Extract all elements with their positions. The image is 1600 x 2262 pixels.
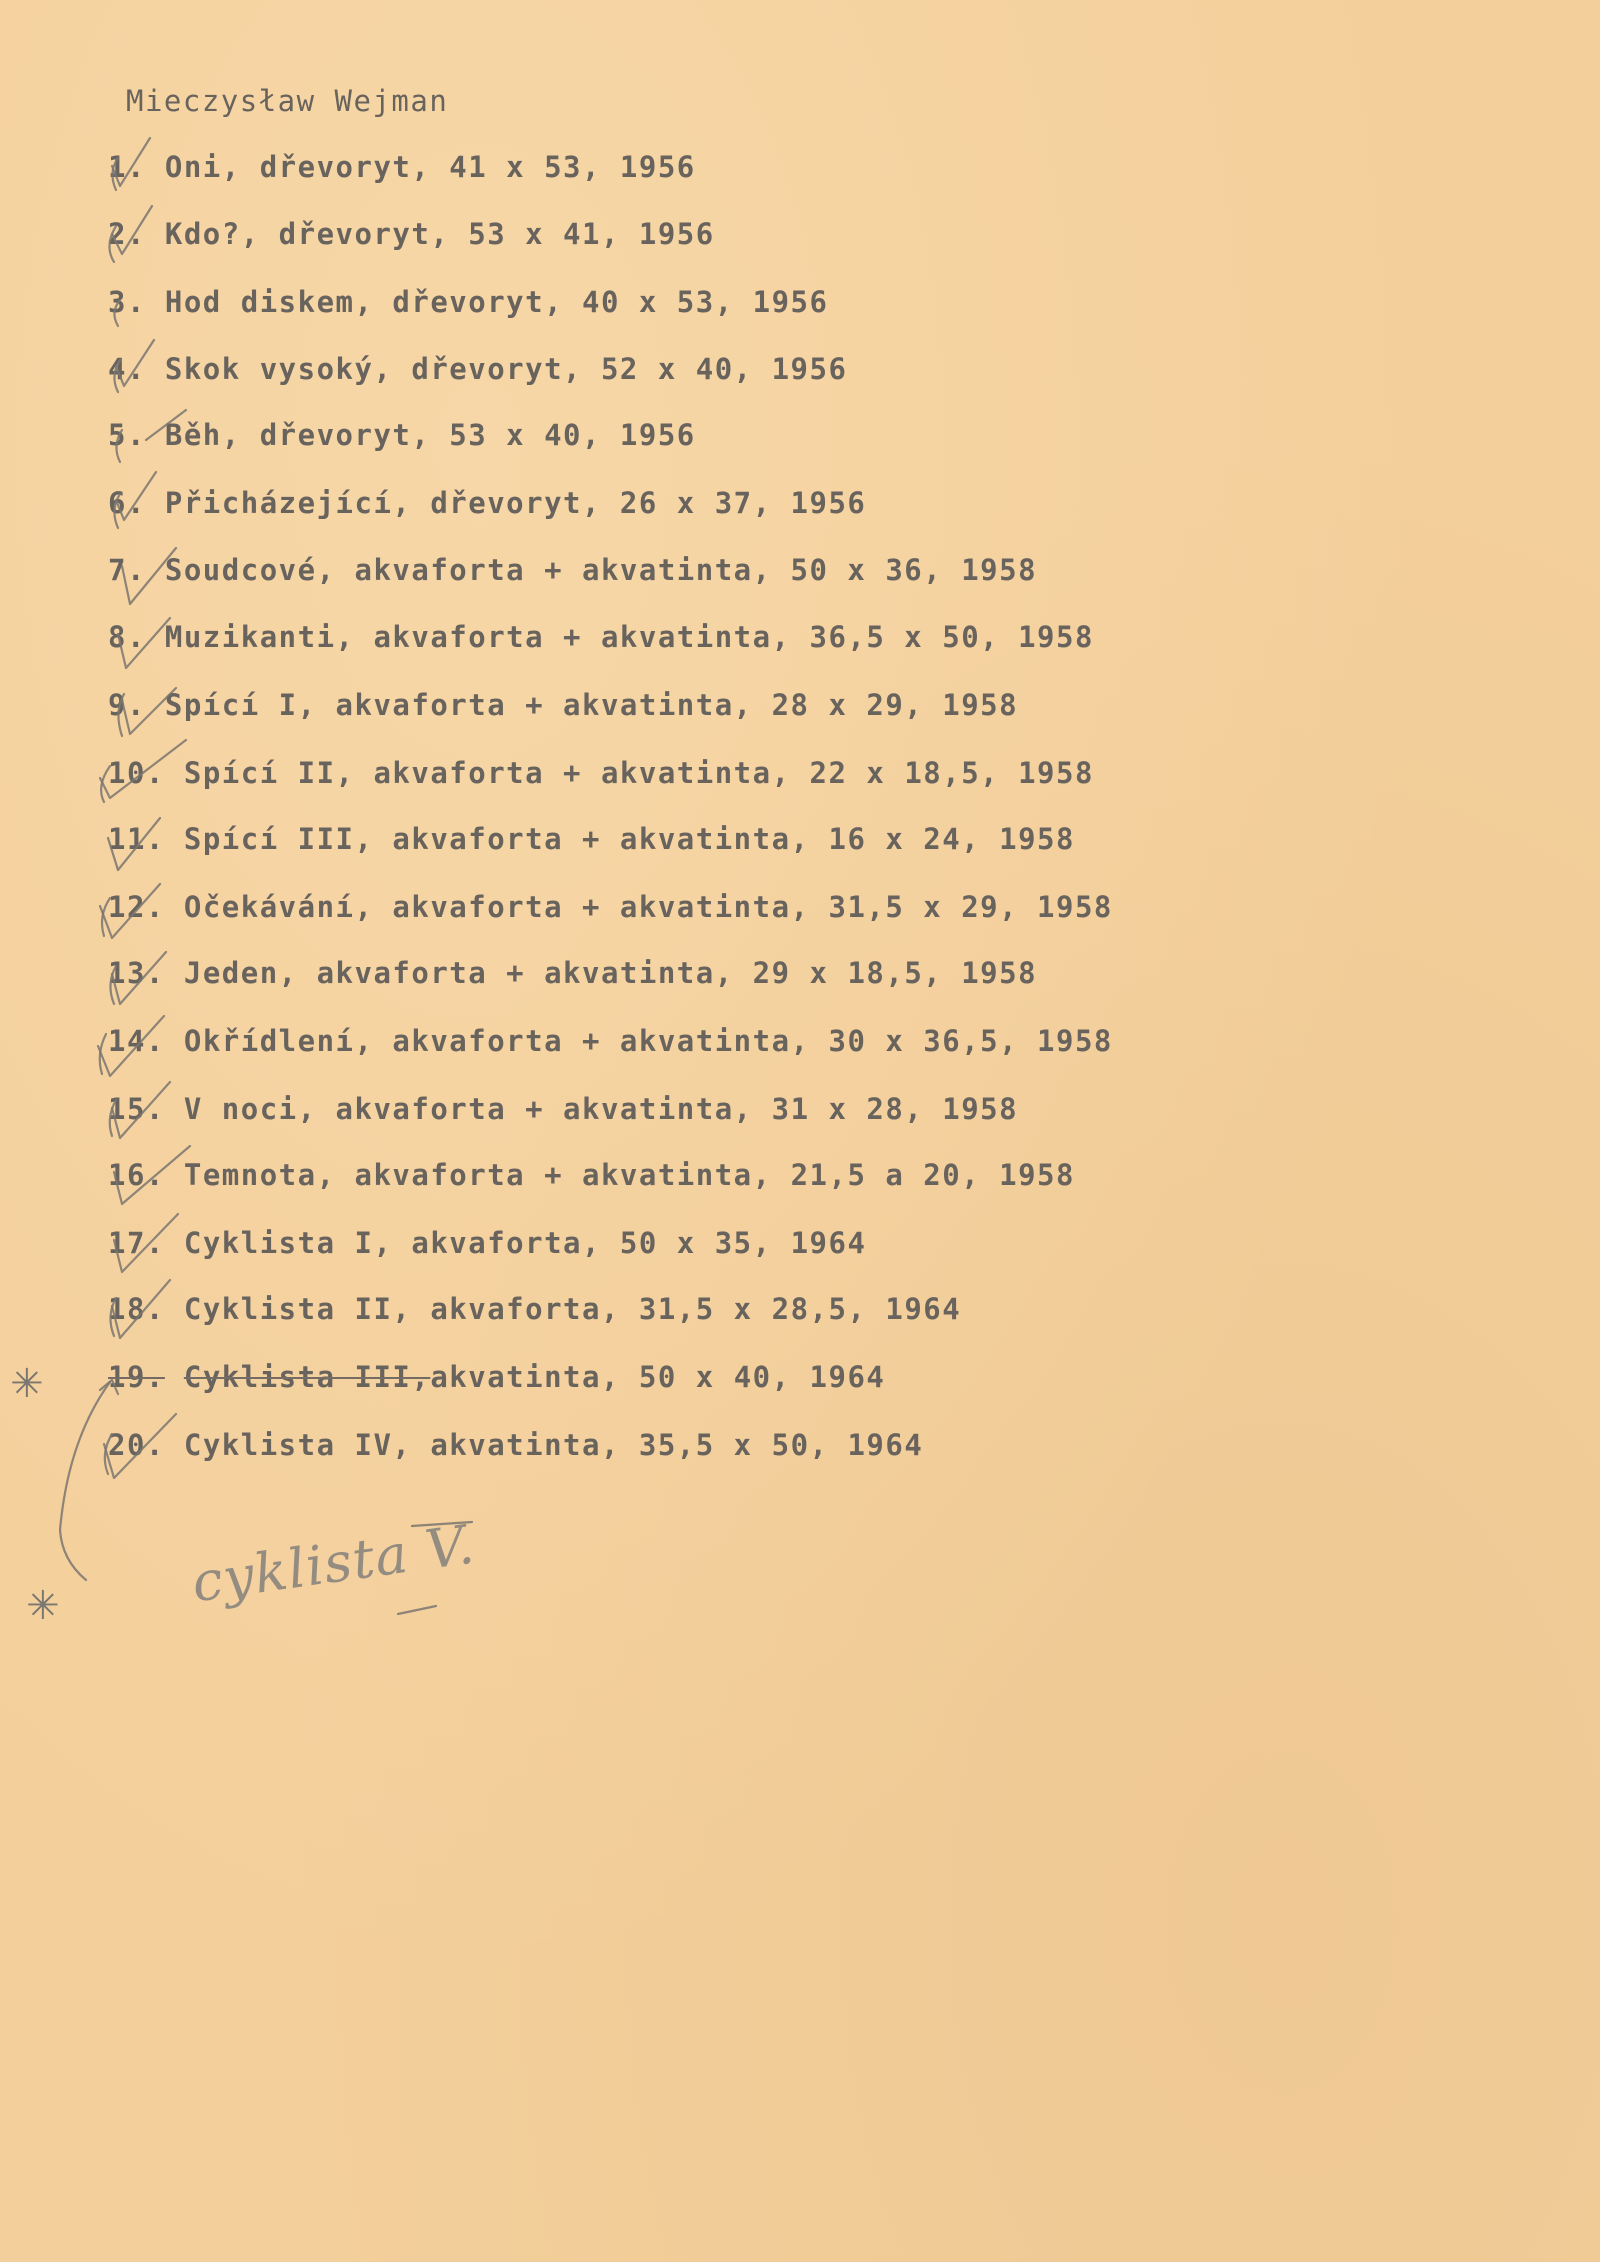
item-number: 10.	[108, 756, 165, 790]
item-text-struck: Cyklista III,	[183, 1360, 431, 1394]
handwritten-note: cyklista V.	[188, 1512, 479, 1615]
item-number: 16.	[108, 1158, 165, 1192]
item-number: 1.	[108, 150, 146, 184]
item-number: 6.	[108, 486, 146, 520]
item-text: Cyklista II, akvaforta, 31,5 x 28,5, 1964	[183, 1292, 962, 1326]
item-number: 14.	[108, 1024, 165, 1058]
list-item	[108, 1226, 866, 1260]
list-item	[108, 890, 1113, 924]
item-number: 12.	[108, 890, 165, 924]
item-number: 11.	[108, 822, 165, 856]
asterisk-icon: ✳	[10, 1361, 44, 1407]
item-text: Běh, dřevoryt, 53 x 40, 1956	[164, 418, 696, 452]
list-item	[108, 956, 1037, 990]
item-text: Oni, dřevoryt, 41 x 53, 1956	[164, 150, 696, 184]
item-text: Hod diskem, dřevoryt, 40 x 53, 1956	[164, 285, 829, 319]
item-number: 7.	[108, 553, 146, 587]
author-name: Mieczysław Wejman	[126, 84, 449, 118]
item-number: 8.	[108, 620, 146, 654]
item-text: Cyklista I, akvaforta, 50 x 35, 1964	[183, 1226, 867, 1260]
item-number: 18.	[108, 1292, 165, 1326]
list-item	[108, 620, 1094, 654]
list-item	[108, 486, 866, 520]
list-item	[108, 352, 847, 386]
list-item	[108, 1428, 923, 1462]
item-text: Jeden, akvaforta + akvatinta, 29 x 18,5, 1958	[183, 956, 1038, 990]
item-text: Přicházející, dřevoryt, 26 x 37, 1956	[164, 486, 867, 520]
item-number: 5.	[108, 418, 146, 452]
list-item	[108, 217, 715, 251]
item-text: Cyklista IV, akvatinta, 35,5 x 50, 1964	[183, 1428, 924, 1462]
list-item	[108, 1292, 961, 1326]
item-number: 17.	[108, 1226, 165, 1260]
item-text: Kdo?, dřevoryt, 53 x 41, 1956	[164, 217, 715, 251]
item-text: V noci, akvaforta + akvatinta, 31 x 28, 1958	[183, 1092, 1019, 1126]
item-number: 9.	[108, 688, 146, 722]
list-item-struck	[108, 1360, 885, 1394]
asterisk-icon: ✳	[26, 1583, 60, 1629]
list-item	[108, 285, 828, 319]
item-text: Muzikanti, akvaforta + akvatinta, 36,5 x 50, 1958	[164, 620, 1094, 654]
item-number: 13.	[108, 956, 165, 990]
item-text: Okřídlení, akvaforta + akvatinta, 30 x 36,5, 1958	[183, 1024, 1113, 1058]
list-item	[108, 418, 696, 452]
list-item	[108, 756, 1094, 790]
list-item	[108, 1158, 1075, 1192]
item-number: 19.	[108, 1360, 165, 1394]
item-number: 20.	[108, 1428, 165, 1462]
item-number: 15.	[108, 1092, 165, 1126]
item-number: 3.	[108, 285, 146, 319]
list-item	[108, 688, 1018, 722]
item-number: 4.	[108, 352, 146, 386]
item-text-rest: akvatinta, 50 x 40, 1964	[430, 1360, 886, 1394]
item-text: Spící III, akvaforta + akvatinta, 16 x 24, 1958	[183, 822, 1075, 856]
item-number: 2.	[108, 217, 146, 251]
item-text: Soudcové, akvaforta + akvatinta, 50 x 36, 1958	[164, 553, 1038, 587]
item-text: Spící I, akvaforta + akvatinta, 28 x 29, 1958	[164, 688, 1019, 722]
item-text: Spící II, akvaforta + akvatinta, 22 x 18,5, 1958	[183, 756, 1094, 790]
list-item	[108, 1024, 1113, 1058]
item-text: Temnota, akvaforta + akvatinta, 21,5 a 20, 1958	[183, 1158, 1075, 1192]
list-item	[108, 822, 1075, 856]
item-text: Skok vysoký, dřevoryt, 52 x 40, 1956	[164, 352, 848, 386]
list-item	[108, 150, 696, 184]
list-item	[108, 1092, 1018, 1126]
list-item	[108, 553, 1037, 587]
item-text: Očekávání, akvaforta + akvatinta, 31,5 x 29, 1958	[183, 890, 1113, 924]
